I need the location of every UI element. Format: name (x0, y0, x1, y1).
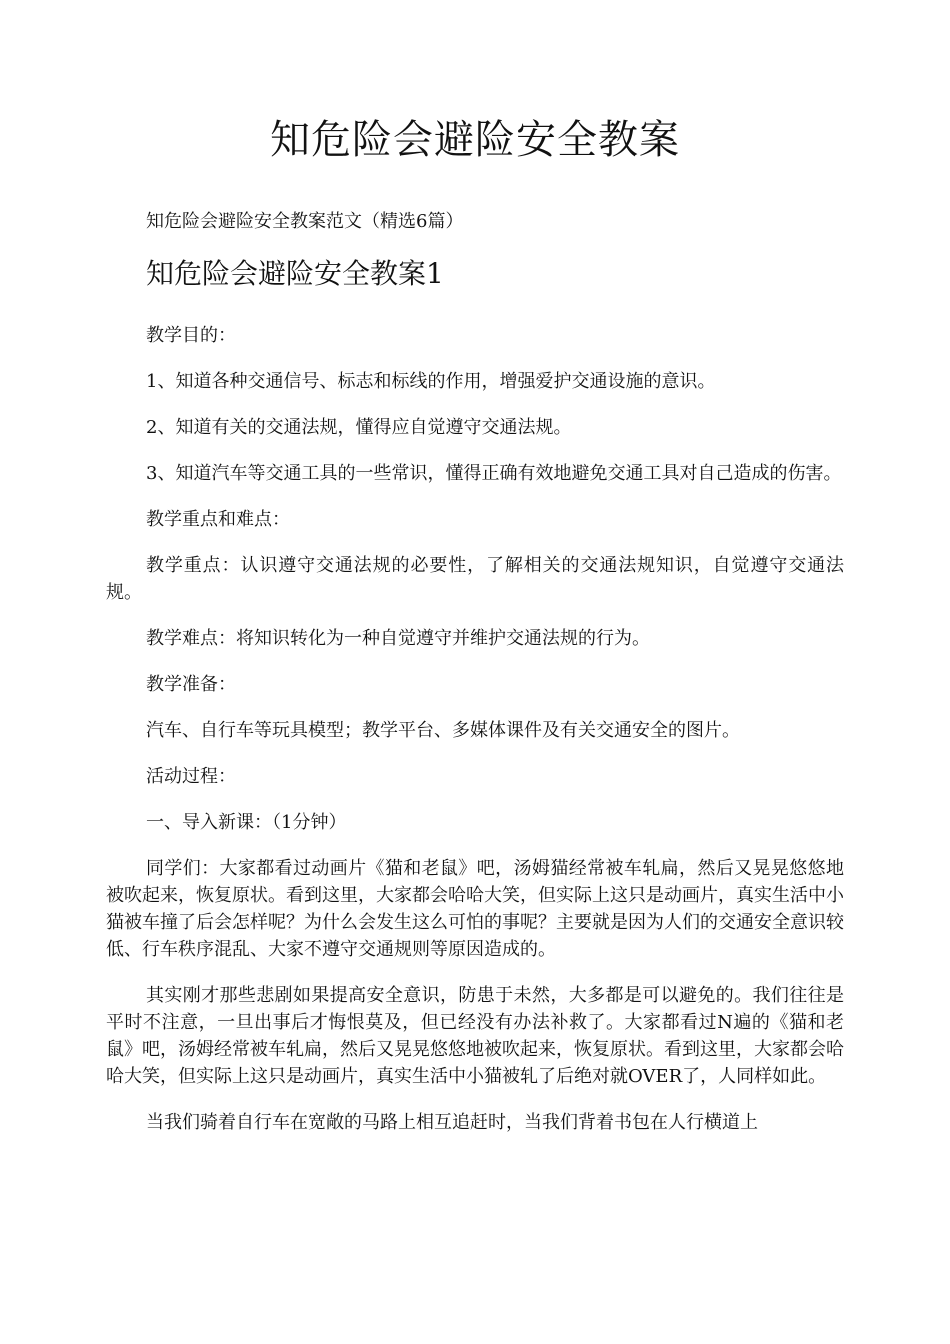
paragraph-intro-step: 一、导入新课：（1分钟） (146, 812, 347, 833)
paragraph-preparation-label: 教学准备： (146, 674, 236, 695)
paragraph-key-points-label: 教学重点和难点： (146, 509, 290, 530)
paragraph-intro-text-1: 同学们：大家都看过动画片《猫和老鼠》吧，汤姆猫经常被车轧扁，然后又晃晃悠悠地被吹起来，恢复原状。看到这里，大家都会哈哈大笑，但实际上这只是动画片，真实生活中小猫被车撞了后会怎样呢？为什么会发生这么可怕的事呢？主要就是因为人们的交通安全意识较低、行车秩序混乱、大家不遵守交通规则等原因造成的。 (106, 858, 844, 960)
paragraph-teaching-goal-label: 教学目的： (146, 325, 236, 346)
paragraph-process-label: 活动过程： (146, 766, 236, 787)
paragraph-goal-2: 2、知道有关的交通法规，懂得应自觉遵守交通法规。 (146, 417, 572, 438)
paragraph-difficulty: 教学难点：将知识转化为一种自觉遵守并维护交通法规的行为。 (146, 628, 650, 649)
document-subtitle: 知危险会避险安全教案范文（精选6篇） (146, 211, 464, 232)
paragraph-goal-1: 1、知道各种交通信号、标志和标线的作用，增强爱护交通设施的意识。 (146, 371, 716, 392)
paragraph-preparation: 汽车、自行车等玩具模型；教学平台、多媒体课件及有关交通安全的图片。 (146, 720, 740, 741)
paragraph-intro-text-3: 当我们骑着自行车在宽敞的马路上相互追赶时，当我们背着书包在人行横道上 (146, 1112, 758, 1133)
section-heading: 知危险会避险安全教案1 (146, 257, 444, 290)
paragraph-intro-text-2: 其实刚才那些悲剧如果提高安全意识，防患于未然，大多都是可以避免的。我们往往是平时不注意，一旦出事后才悔恨莫及，但已经没有办法补救了。大家都看过N遍的《猫和老鼠》吧，汤姆经常被车轧扁，然后又晃晃悠悠地被吹起来，恢复原状。看到这里，大家都会哈哈大笑，但实际上这只是动画片，真实生活中小猫被轧了后绝对就OVER了，人同样如此。 (106, 985, 844, 1087)
document-body (106, 322, 844, 1155)
document-title: 知危险会避险安全教案 (270, 117, 680, 163)
paragraph-goal-3: 3、知道汽车等交通工具的一些常识，懂得正确有效地避免交通工具对自己造成的伤害。 (146, 463, 842, 484)
paragraph-key-point: 教学重点：认识遵守交通法规的必要性，了解相关的交通法规知识，自觉遵守交通法规。 (106, 555, 844, 603)
